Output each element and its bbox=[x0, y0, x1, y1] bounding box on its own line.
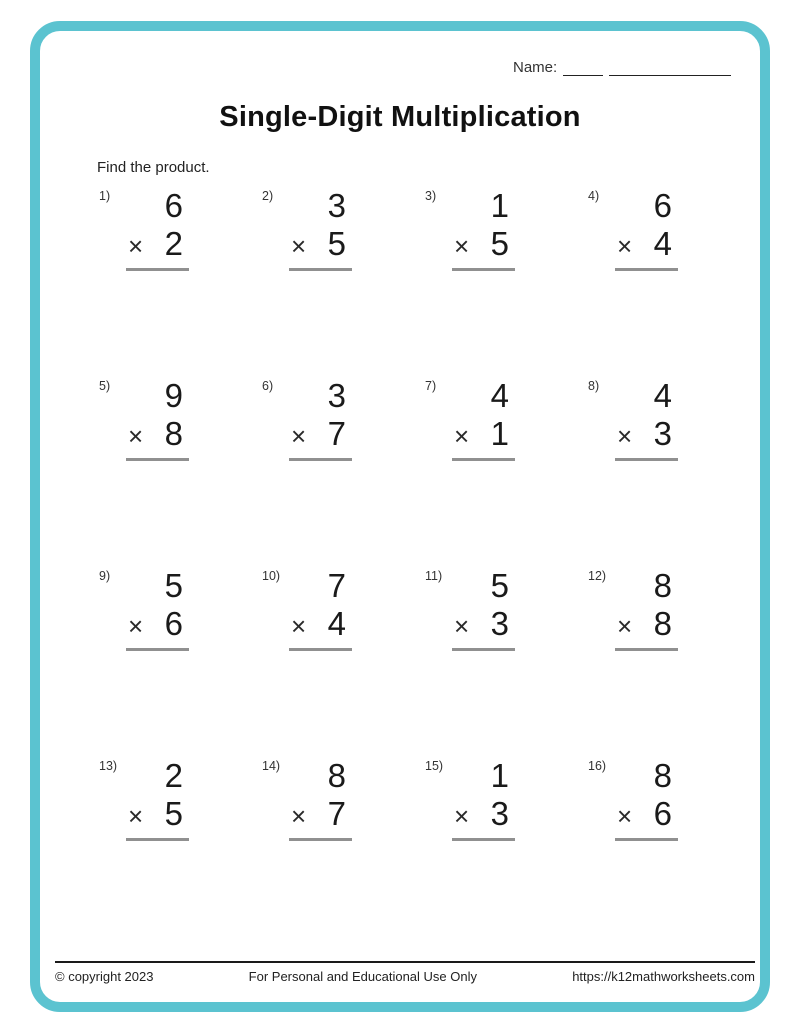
multiplier: 5 bbox=[490, 225, 509, 262]
answer-line bbox=[615, 458, 678, 461]
answer-line bbox=[289, 838, 352, 841]
answer-line bbox=[126, 458, 189, 461]
footer bbox=[55, 969, 755, 984]
problem-6 bbox=[262, 377, 425, 567]
problem-12 bbox=[588, 567, 751, 757]
problem-work bbox=[126, 567, 189, 651]
problem-3 bbox=[425, 187, 588, 377]
problem-number: 6) bbox=[262, 379, 274, 393]
problem-13 bbox=[99, 757, 262, 947]
answer-line bbox=[452, 458, 515, 461]
problem-number: 2) bbox=[262, 189, 274, 203]
problem-8 bbox=[588, 377, 751, 567]
problem-number: 8) bbox=[588, 379, 600, 393]
problem-9 bbox=[99, 567, 262, 757]
multiplicand: 8 bbox=[653, 757, 672, 794]
footer-divider bbox=[55, 961, 755, 963]
problem-work bbox=[289, 187, 352, 271]
problem-number: 1) bbox=[99, 189, 111, 203]
problem-number: 4) bbox=[588, 189, 600, 203]
problems-grid bbox=[99, 187, 751, 947]
problem-number: 3) bbox=[425, 189, 437, 203]
multiplier: 7 bbox=[327, 795, 346, 832]
answer-line bbox=[452, 838, 515, 841]
problem-number: 11) bbox=[425, 569, 443, 583]
multiply-sign: × bbox=[617, 231, 633, 261]
problem-number: 7) bbox=[425, 379, 437, 393]
problem-number: 9) bbox=[99, 569, 111, 583]
page-title: Single-Digit Multiplication bbox=[219, 101, 581, 133]
problem-15 bbox=[425, 757, 588, 947]
multiplier: 3 bbox=[490, 605, 509, 642]
problem-10 bbox=[262, 567, 425, 757]
answer-line bbox=[126, 648, 189, 651]
answer-line bbox=[126, 268, 189, 271]
problem-1 bbox=[99, 187, 262, 377]
multiply-sign: × bbox=[291, 801, 307, 831]
problem-2 bbox=[262, 187, 425, 377]
problem-work bbox=[289, 757, 352, 841]
multiplicand: 3 bbox=[327, 377, 346, 414]
multiply-sign: × bbox=[454, 421, 470, 451]
footer-usage-note: For Personal and Educational Use Only bbox=[248, 969, 478, 984]
multiply-sign: × bbox=[128, 421, 144, 451]
multiplicand: 6 bbox=[653, 187, 672, 224]
problem-work bbox=[289, 567, 352, 651]
multiplier: 8 bbox=[653, 605, 672, 642]
multiply-sign: × bbox=[291, 421, 307, 451]
multiplier: 5 bbox=[327, 225, 346, 262]
multiplicand: 6 bbox=[164, 187, 183, 224]
multiplier: 7 bbox=[327, 415, 346, 452]
problem-11 bbox=[425, 567, 588, 757]
multiplicand: 1 bbox=[490, 757, 509, 794]
multiplier: 5 bbox=[164, 795, 183, 832]
problem-work bbox=[615, 187, 678, 271]
multiply-sign: × bbox=[454, 611, 470, 641]
multiplier: 1 bbox=[490, 415, 509, 452]
problem-14 bbox=[262, 757, 425, 947]
multiplier: 6 bbox=[164, 605, 183, 642]
answer-line bbox=[289, 268, 352, 271]
answer-line bbox=[452, 268, 515, 271]
multiplicand: 5 bbox=[164, 567, 183, 604]
problem-number: 10) bbox=[262, 569, 281, 583]
multiply-sign: × bbox=[128, 611, 144, 641]
multiplier: 3 bbox=[490, 795, 509, 832]
multiply-sign: × bbox=[291, 611, 307, 641]
name-label: Name: bbox=[513, 59, 558, 76]
multiplicand: 9 bbox=[164, 377, 183, 414]
multiplier: 8 bbox=[164, 415, 183, 452]
multiply-sign: × bbox=[617, 611, 633, 641]
multiply-sign: × bbox=[617, 801, 633, 831]
problem-number: 12) bbox=[588, 569, 607, 583]
footer-website-link[interactable]: https://k12mathworksheets.com bbox=[572, 969, 755, 984]
problem-work bbox=[126, 757, 189, 841]
multiplicand: 2 bbox=[164, 757, 183, 794]
multiplier: 6 bbox=[653, 795, 672, 832]
answer-line bbox=[289, 648, 352, 651]
multiplier: 2 bbox=[164, 225, 183, 262]
multiply-sign: × bbox=[454, 801, 470, 831]
answer-line bbox=[452, 648, 515, 651]
multiply-sign: × bbox=[454, 231, 470, 261]
multiply-sign: × bbox=[617, 421, 633, 451]
multiplicand: 3 bbox=[327, 187, 346, 224]
problem-16 bbox=[588, 757, 751, 947]
answer-line bbox=[615, 838, 678, 841]
problem-number: 15) bbox=[425, 759, 444, 773]
footer-copyright: © copyright 2023 bbox=[55, 969, 154, 984]
problem-work bbox=[126, 187, 189, 271]
problem-work bbox=[126, 377, 189, 461]
answer-line bbox=[615, 648, 678, 651]
problem-work bbox=[615, 567, 678, 651]
multiplicand: 1 bbox=[490, 187, 509, 224]
answer-line bbox=[615, 268, 678, 271]
instruction-text: Find the product. bbox=[97, 159, 210, 176]
problem-number: 5) bbox=[99, 379, 111, 393]
problem-number: 16) bbox=[588, 759, 607, 773]
problem-number: 14) bbox=[262, 759, 281, 773]
name-write-line bbox=[563, 58, 603, 76]
answer-line bbox=[126, 838, 189, 841]
multiplicand: 8 bbox=[327, 757, 346, 794]
multiplicand: 4 bbox=[653, 377, 672, 414]
problem-work bbox=[615, 757, 678, 841]
multiplicand: 5 bbox=[490, 567, 509, 604]
multiply-sign: × bbox=[128, 231, 144, 261]
multiplier: 4 bbox=[327, 605, 346, 642]
problem-5 bbox=[99, 377, 262, 567]
problem-work bbox=[452, 757, 515, 841]
multiplicand: 7 bbox=[327, 567, 346, 604]
multiplicand: 4 bbox=[490, 377, 509, 414]
multiplicand: 8 bbox=[653, 567, 672, 604]
multiply-sign: × bbox=[291, 231, 307, 261]
multiplier: 4 bbox=[653, 225, 672, 262]
problem-work bbox=[615, 377, 678, 461]
multiply-sign: × bbox=[128, 801, 144, 831]
problem-work bbox=[289, 377, 352, 461]
problem-7 bbox=[425, 377, 588, 567]
answer-line bbox=[289, 458, 352, 461]
multiplier: 3 bbox=[653, 415, 672, 452]
problem-work bbox=[452, 377, 515, 461]
name-write-line bbox=[609, 58, 731, 76]
problem-4 bbox=[588, 187, 751, 377]
problem-work bbox=[452, 187, 515, 271]
problem-number: 13) bbox=[99, 759, 118, 773]
name-field bbox=[513, 58, 731, 76]
problem-work bbox=[452, 567, 515, 651]
